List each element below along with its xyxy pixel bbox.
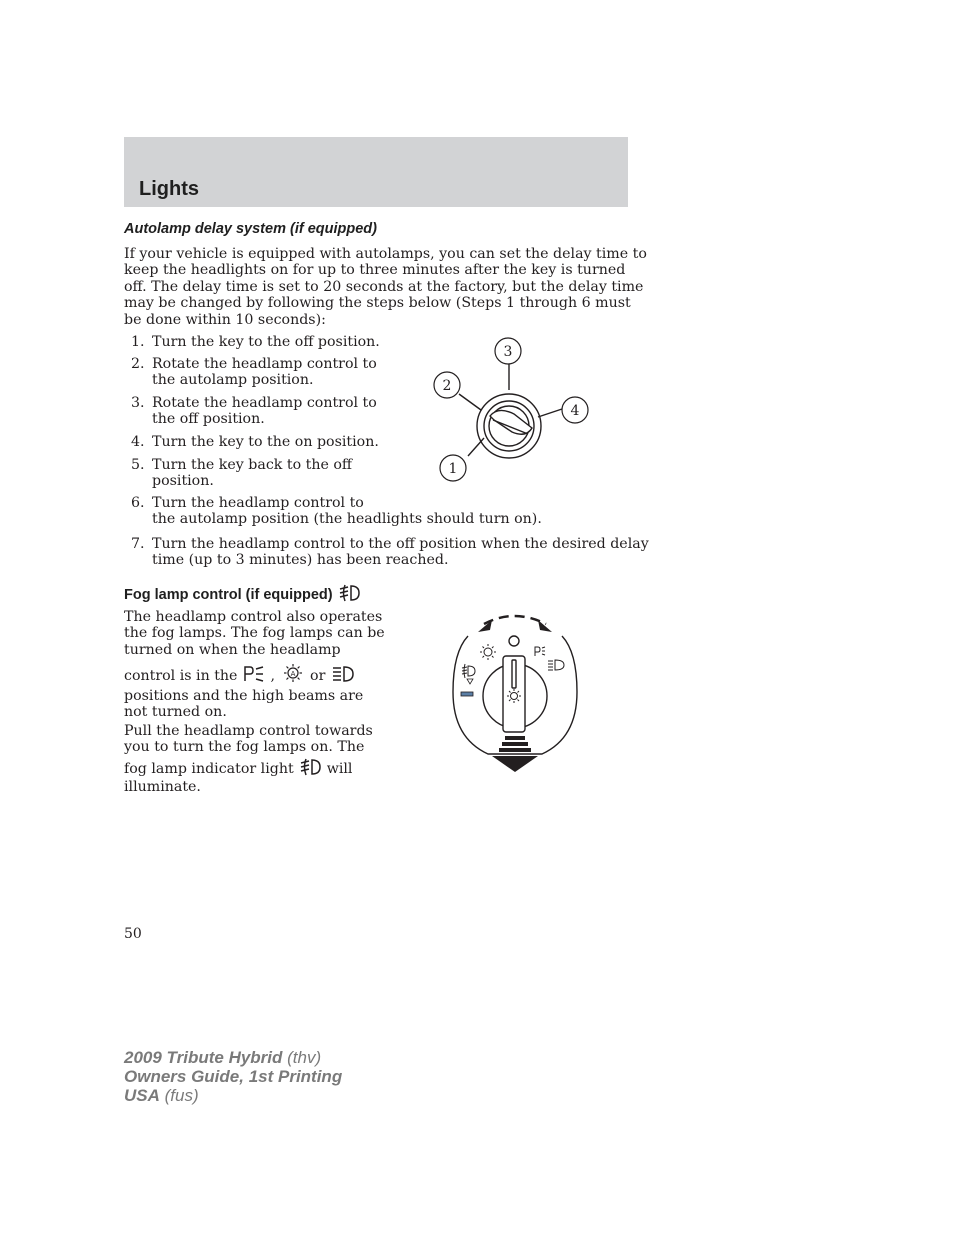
fog-indicator-bar [461,692,473,696]
fog-lamp-icon [337,584,361,602]
svg-text:3: 3 [503,344,513,360]
ignition-key-diagram [428,334,598,494]
dial-headlamp-icon [548,660,564,670]
intro-line: keep the headlights on for up to three minutes after the key is turned [124,262,626,279]
position-label-2 [434,372,460,398]
position-label-3 [495,338,521,364]
fog-paragraph-1: The headlamp control also operates the fog lamps. The fog lamps can be turned on when the headlamp control is in the , A or positions and the high beams are not turned on. [124,609,385,721]
autolamp-icon [280,663,306,683]
fog-lamp-indicator-icon [298,758,322,776]
autolamp-heading: Autolamp delay system (if equipped) [124,221,377,237]
intro-line: may be changed by following the steps below (Steps 1 through 6 must [124,295,631,312]
section-title: Lights [139,178,199,200]
headlamp-control-diagram [448,612,582,776]
svg-text:1: 1 [448,461,458,477]
headlamp-icon [330,665,356,683]
dial-autolamp-icon [480,644,496,660]
dial-parking-lamp-icon [535,647,545,656]
intro-line: be done within 10 seconds): [124,311,326,328]
position-label-4 [562,397,588,423]
position-label-1 [440,455,466,481]
svg-text:4: 4 [570,403,580,419]
intro-line: If your vehicle is equipped with autolamps, you can set the delay time to [124,246,647,262]
autolamp-intro [124,246,647,328]
document-footer: 2009 Tribute Hybrid (thv) Owners Guide, 1st Printing USA (fus) [124,1048,343,1105]
intro-line: off. The delay time is set to 20 seconds at the factory, but the delay time [124,278,644,295]
rotate-right-arrow-icon [538,620,552,632]
fog-paragraph-2: Pull the headlamp control towards you to turn the fog lamps on. The fog lamp indicator light will illuminate. [124,723,373,796]
fog-lamp-heading: Fog lamp control (if equipped) [124,584,361,603]
parking-lamp-icon [242,665,266,683]
dial-fog-lamp-icon [462,664,475,684]
svg-text:A: A [290,670,295,679]
section-header-band [124,137,628,207]
svg-text:2: 2 [442,378,452,394]
page-number: 50 [124,926,142,942]
